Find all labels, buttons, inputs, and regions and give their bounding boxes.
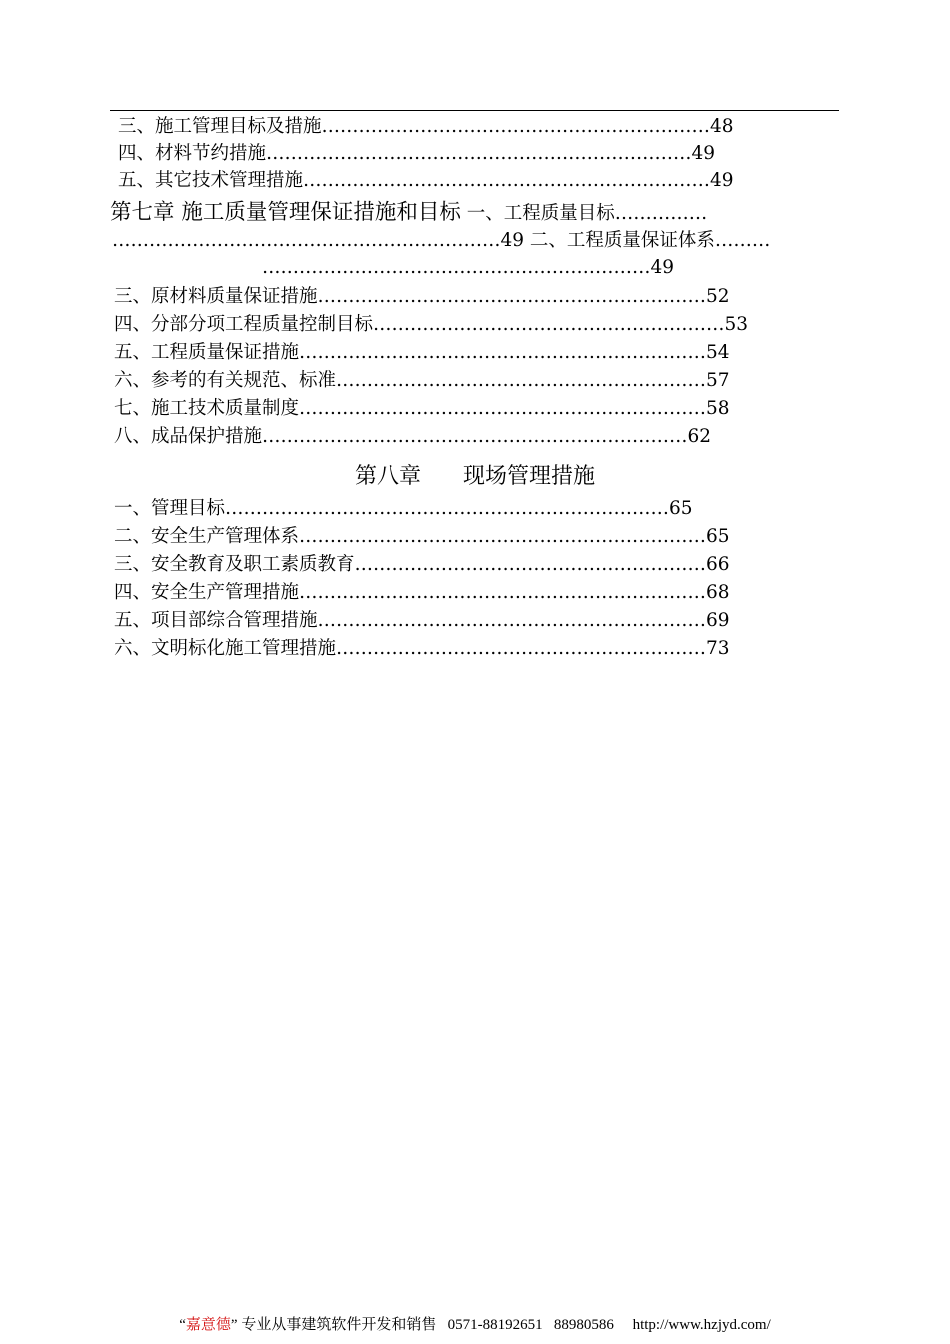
chapter7-run-on-line (112, 228, 770, 254)
toc-entry-label: 八、成品保护措施 (114, 426, 263, 447)
toc-entry[interactable] (114, 396, 730, 422)
chapter7-line2: ………………………………………………………49 二、工程质量保证体系……… (112, 230, 771, 251)
toc-page-number: 68 (706, 582, 730, 603)
toc-entry-label: 三、原材料质量保证措施 (114, 286, 318, 307)
toc-leader-dots: ………………………………………………………… (299, 582, 707, 603)
footer-quote-open: “ (179, 1317, 186, 1333)
chapter8-title[interactable]: 第八章 现场管理措施 (355, 464, 595, 489)
toc-entry[interactable] (114, 424, 711, 450)
toc-entry-label: 七、施工技术质量制度 (114, 398, 300, 419)
toc-entry-label: 六、参考的有关规范、标准 (114, 370, 337, 391)
toc-entry[interactable] (118, 168, 734, 194)
toc-entry-label: 四、材料节约措施 (118, 143, 267, 164)
toc-entry[interactable] (114, 368, 730, 394)
toc-leader-dots: ………………………………………………………… (299, 526, 707, 547)
toc-entry-label: 四、安全生产管理措施 (114, 582, 300, 603)
toc-entry[interactable] (114, 496, 693, 522)
toc-leader-dots: ……………………………………………………… (317, 286, 707, 307)
toc-page-number: 65 (669, 498, 693, 519)
toc-entry-label: 六、文明标化施工管理措施 (114, 638, 337, 659)
toc-page-number: 69 (706, 610, 730, 631)
toc-leader-dots: …………………………………………………… (336, 370, 707, 391)
toc-leader-dots: ………………………………………………………… (299, 342, 707, 363)
toc-entry[interactable] (114, 340, 730, 366)
toc-entry-label: 三、安全教育及职工素质教育 (114, 554, 355, 575)
toc-page-number: 66 (706, 554, 730, 575)
toc-entry-label: 五、工程质量保证措施 (114, 342, 300, 363)
page-footer (0, 1315, 950, 1335)
toc-entry[interactable] (118, 141, 715, 167)
toc-page-number: 54 (706, 342, 730, 363)
toc-page-number: 52 (706, 286, 730, 307)
toc-entry[interactable] (114, 608, 730, 634)
toc-page-number: 62 (687, 426, 712, 447)
toc-leader-dots: …………………………………………………… (336, 638, 707, 659)
toc-leader-dots: ………………………………………………… (354, 554, 707, 575)
toc-entry-label: 三、施工管理目标及措施 (118, 116, 322, 137)
toc-entry[interactable] (114, 284, 730, 310)
toc-page-number: 49 (691, 143, 716, 164)
toc-leader-dots: …………………………………………………………… (266, 143, 692, 164)
toc-leader-dots: ………………………………………………… (373, 314, 725, 335)
top-divider (110, 110, 839, 111)
toc-page-number: 48 (710, 116, 734, 137)
toc-page-number: 58 (706, 398, 730, 419)
toc-entry[interactable] (114, 312, 748, 338)
toc-leader-dots: ……………………………………………………… (321, 116, 711, 137)
toc-entry-label: 一、管理目标 (114, 498, 226, 519)
chapter7-heading-line[interactable] (110, 198, 707, 228)
toc-page-number: 65 (706, 526, 730, 547)
toc-page-number: 57 (706, 370, 730, 391)
toc-leader-dots: ………………………………………………………… (303, 170, 711, 191)
chapter7-title: 第七章 施工质量管理保证措施和目标 (110, 200, 461, 225)
toc-entry-label: 二、安全生产管理体系 (114, 526, 300, 547)
toc-entry-label: 五、项目部综合管理措施 (114, 610, 318, 631)
toc-page-number: 73 (706, 638, 730, 659)
toc-leader-dots: ……………………………………………………… (317, 610, 707, 631)
footer-brand: 嘉意德 (185, 1317, 231, 1333)
toc-entry[interactable] (114, 636, 730, 662)
toc-entry-label: 四、分部分项工程质量控制目标 (114, 314, 374, 335)
toc-entry-label: 五、其它技术管理措施 (118, 170, 304, 191)
toc-leader-dots: ………………………………………………………… (299, 398, 707, 419)
toc-leader-dots: …………………………………………………………… (262, 426, 688, 447)
chapter7-line1-tail: 一、工程质量目标…………… (460, 203, 708, 224)
chapter7-line3: ………………………………………………………49 (262, 257, 675, 278)
chapter7-run-on-line (262, 255, 674, 281)
toc-entry[interactable] (114, 524, 730, 550)
toc-entry[interactable] (114, 580, 730, 606)
toc-entry[interactable] (118, 114, 734, 140)
toc-leader-dots: ……………………………………………………………… (225, 498, 670, 519)
footer-contact-text: ” 专业从事建筑软件开发和销售 0571-88192651 88980586 http://www.hzjyd.com/ (230, 1317, 771, 1333)
toc-page-number: 53 (724, 314, 749, 335)
toc-page-number: 49 (710, 170, 734, 191)
toc-entry[interactable] (114, 552, 730, 578)
